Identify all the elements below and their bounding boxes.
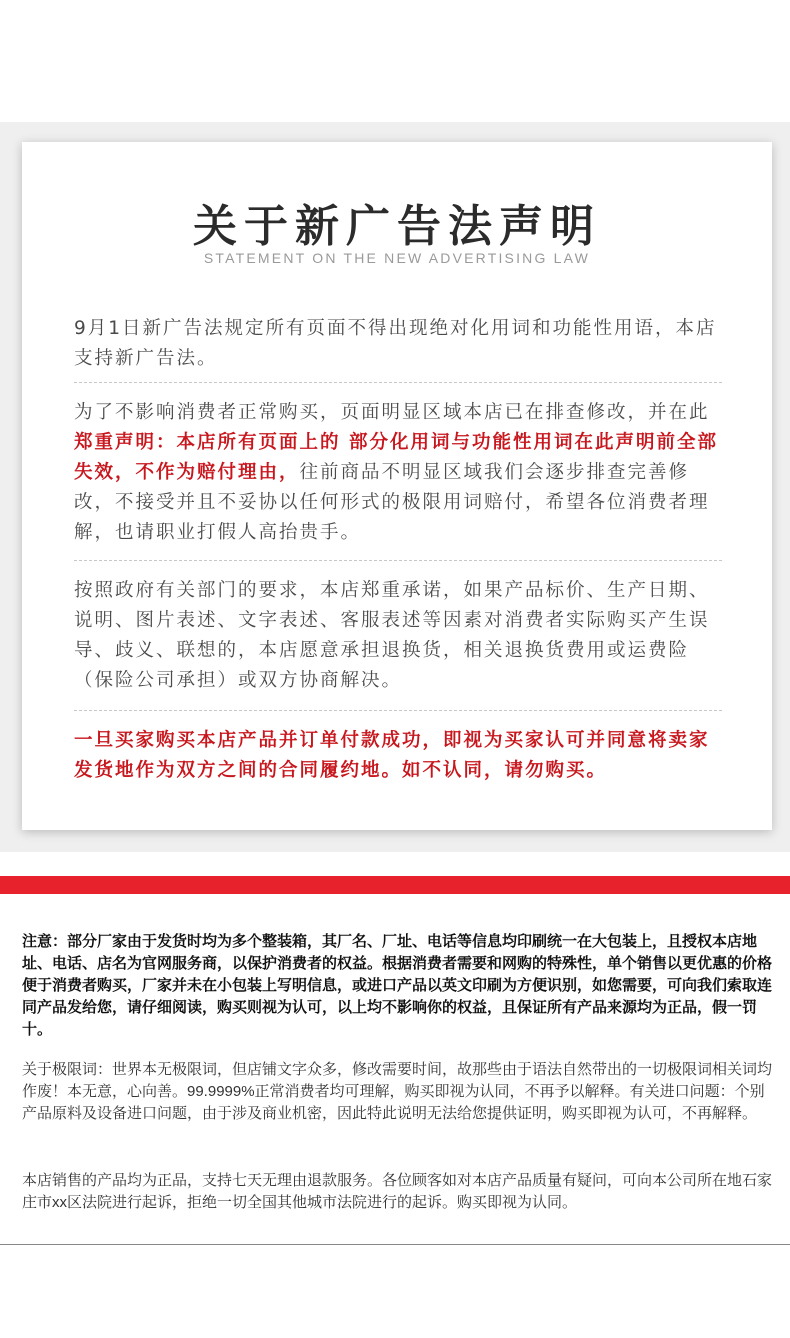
statement-paragraph-4: 一旦买家购买本店产品并订单付款成功，即视为买家认可并同意将卖家发货地作为双方之间的合同履约地。如不认同，请勿购买。 (74, 730, 710, 781)
dashed-divider (74, 710, 722, 711)
dashed-divider (74, 382, 722, 383)
statement-paragraph-3: 按照政府有关部门的要求，本店郑重承诺，如果产品标价、生产日期、说明、图片表述、文字表述、客服表述等因素对消费者实际购买产生误导、歧义、联想的，本店愿意承担退换货，相关退换货费用或运费险（保险公司承担）或双方协商解决。 (74, 580, 710, 691)
bottom-divider (0, 1244, 790, 1245)
red-separator-bar (0, 876, 790, 894)
statement-paragraph-1: 9月1日新广告法规定所有页面不得出现绝对化用词和功能性用语，本店支持新广告法。 (74, 318, 717, 369)
dashed-divider (74, 560, 722, 561)
page-subtitle: STATEMENT ON THE NEW ADVERTISING LAW (203, 250, 591, 266)
genuine-products-paragraph: 本店销售的产品均为正品，支持七天无理由退款服务。各位顾客如对本店产品质量有疑问，可向本公司所在地石家庄市xx区法院进行起诉，拒绝一切全国其他城市法院进行的起诉。购买即视为认同。 (22, 1172, 773, 1211)
page-title: 关于新广告法声明 (193, 201, 601, 252)
notice-paragraph: 注意：部分厂家由于发货时均为多个整装箱，其厂名、厂址、电话等信息均印刷统一在大包装上，且授权本店地址、电话、店名为官网服务商，以保护消费者的权益。根据消费者需要和网购的特殊性，单个销售以更优惠的价格便于消费者购买，厂家并未在小包装上写明信息，或进口产品以英文印刷为方便识别，如您需要，可向我们索取连同产品发给您，请仔细阅读，购买则视为认可，以上均不影响你的权益，且保证所有产品来源均为正品，假一罚十。 (22, 933, 773, 1038)
statement-card (22, 142, 772, 830)
top-whitespace (0, 0, 790, 122)
statement-paragraph-2 (74, 398, 722, 548)
paragraph-2-rest: 往前商品不明显区域我们会逐步排查完善修改，不接受并且不妥协以任何形式的极限用词赔付，希望各位消费者理解，也请职业打假人高抬贵手。 (74, 462, 710, 543)
paragraph-2-intro: 为了不影响消费者正常购买，页面明显区域本店已在排查修改，并在此 (74, 402, 710, 423)
solemn-declaration: 郑重声明：本店所有页面上的 部分化用词与功能性用词在此声明前全部失效，不作为赔付理由， (74, 432, 718, 483)
extreme-words-paragraph: 关于极限词：世界本无极限词，但店铺文字众多，修改需要时间，故那些由于语法自然带出的一切极限词相关词均作废！本无意，心向善。99.9999%正常消费者均可理解，购买即视为认同，不再予以解释。有关进口问题：个别产品原料及设备进口问题，由于涉及商业机密，因此特此说明无法给您提供证明，购买即视为认可，不再解释。 (22, 1061, 773, 1122)
